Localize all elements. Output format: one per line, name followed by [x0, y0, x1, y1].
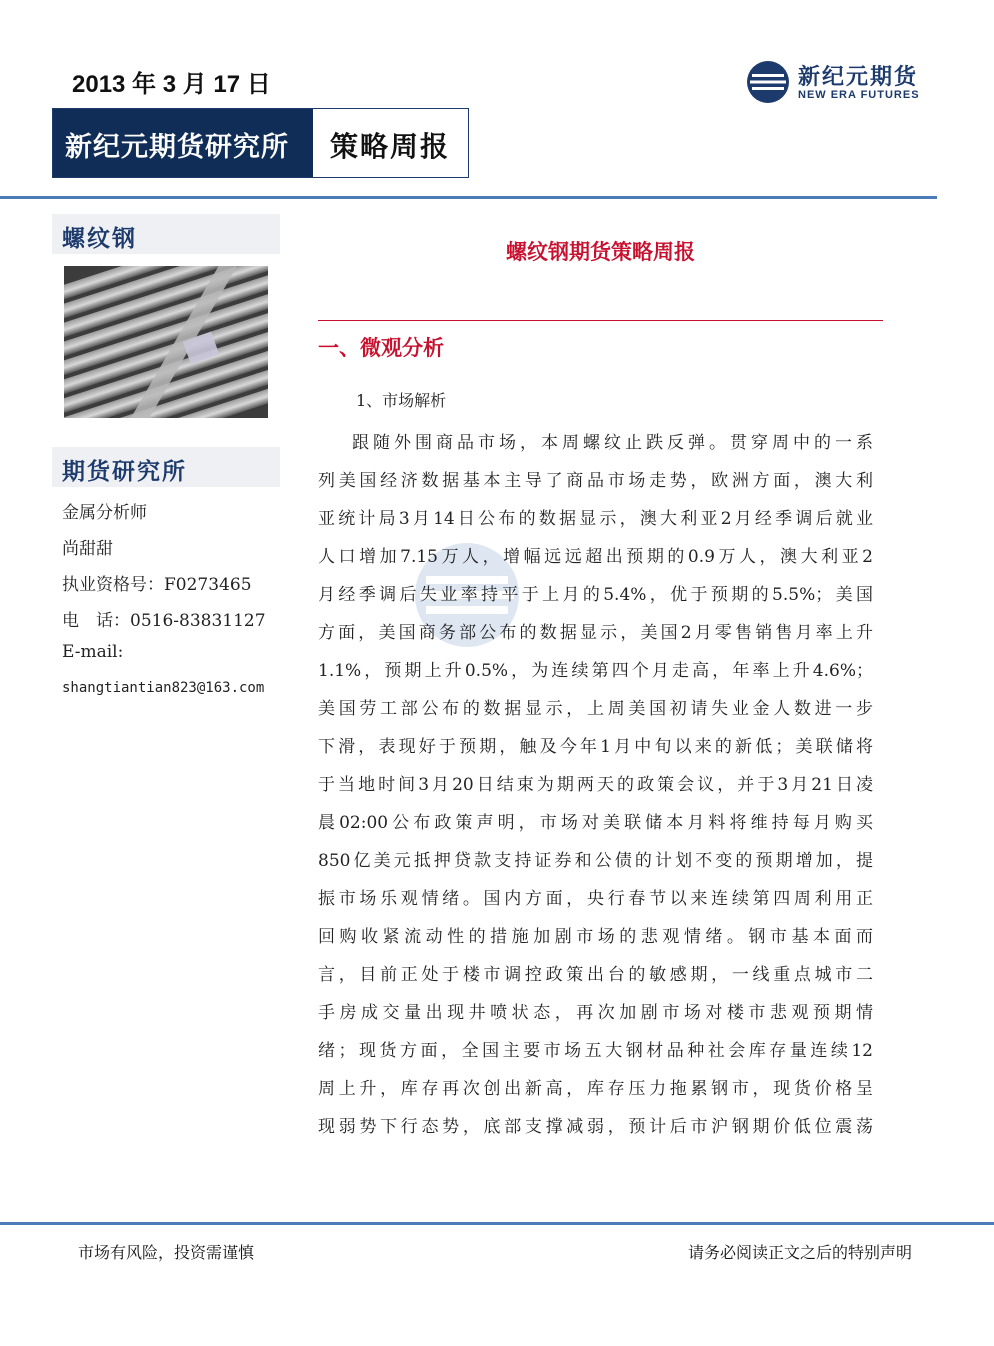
analyst-title: 金属分析师 [62, 503, 147, 523]
paragraph-line: 跟随外围商品市场，本周螺纹止跌反弹。贯穿周中的一系 [352, 433, 873, 453]
paragraph-line: 现弱势下行态势，底部支撑减弱，预计后市沪钢期价低位震荡 [318, 1117, 873, 1137]
sidebar-commodity-heading [52, 214, 280, 254]
rebar-photo [64, 266, 268, 418]
paragraph-line: 言，目前正处于楼市调控政策出台的敏感期，一线重点城市二 [318, 965, 873, 985]
paragraph-line: 于当地时间3月20日结束为期两天的政策会议，并于3月21日凌 [318, 775, 873, 795]
report-banner [52, 108, 469, 178]
paragraph-line: 亚统计局3月14日公布的数据显示，澳大利亚2月经季调后就业 [318, 509, 873, 529]
paragraph-line: 方面，美国商务部公布的数据显示，美国2月零售销售月率上升 [318, 623, 873, 643]
rebar-photo-image [64, 266, 268, 418]
banner-institute [53, 109, 313, 177]
paragraph-line: 手房成交量出现井喷状态，再次加剧市场对楼市悲观预期情 [318, 1003, 873, 1023]
analyst-name: 尚甜甜 [62, 539, 113, 559]
banner-report-type-text: 策略周报 [330, 130, 451, 163]
logo-mark-icon [746, 60, 790, 104]
logo-text-cn: 新纪元期货 [798, 65, 919, 90]
subsection-heading: 1、市场解析 [356, 391, 447, 410]
paragraph-line: 月经季调后失业率持平于上月的5.4%，优于预期的5.5%；美国 [318, 585, 873, 605]
paragraph-line: 美国劳工部公布的数据显示，上周美国初请失业金人数进一步 [318, 699, 873, 719]
paragraph-line: 列美国经济数据基本主导了商品市场走势，欧洲方面，澳大利 [318, 471, 873, 491]
paragraph-line: 850亿美元抵押贷款支持证券和公债的计划不变的预期增加，提 [318, 851, 873, 871]
footer-risk-notice: 市场有风险，投资需谨慎 [78, 1243, 255, 1262]
paragraph-line: 1.1%，预期上升0.5%，为连续第四个月走高，年率上升4.6%； [318, 661, 873, 681]
paragraph-line: 人口增加7.15万人，增幅远远超出预期的0.9万人，澳大利亚2 [318, 547, 873, 567]
sidebar-commodity-text: 螺纹钢 [62, 225, 137, 252]
paragraph-line: 振市场乐观情绪。国内方面，央行春节以来连续第四周利用正 [318, 889, 873, 909]
analyst-license: 执业资格号：F0273465 [62, 575, 252, 595]
banner-institute-text: 新纪元期货研究所 [65, 132, 289, 163]
paragraph-line: 绪；现货方面，全国主要市场五大钢材品种社会库存量连续12 [318, 1041, 873, 1061]
report-date: 2013 年 3 月 17 日 [72, 71, 271, 98]
paragraph-line: 晨02:00公布政策声明，市场对美联储本月料将维持每月购买 [318, 813, 873, 833]
company-logo [746, 58, 946, 108]
footer-divider [0, 1222, 994, 1225]
banner-report-type [314, 109, 468, 177]
logo-text-en: NEW ERA FUTURES [798, 89, 920, 101]
sidebar-institute-text: 期货研究所 [62, 458, 187, 485]
footer-disclaimer-notice: 请务必阅读正文之后的特别声明 [687, 1243, 912, 1262]
header-divider [0, 196, 937, 199]
document-title: 螺纹钢期货策略周报 [506, 240, 695, 264]
email-label: E-mail: [62, 642, 124, 662]
paragraph-line: 周上升，库存再次创出新高，库存压力拖累钢市，现货价格呈 [318, 1079, 873, 1099]
paragraph-line: 回购收紧流动性的措施加剧市场的悲观情绪。钢市基本面而 [318, 927, 873, 947]
section-heading: 一、微观分析 [318, 336, 444, 360]
paragraph-line: 下滑，表现好于预期，触及今年1月中旬以来的新低；美联储将 [318, 737, 873, 757]
title-rule [318, 320, 883, 321]
sidebar-institute-heading [52, 447, 280, 487]
email-link[interactable]: shangtiantian823@163.com [62, 680, 265, 696]
analyst-phone: 电 话：0516-83831127 [62, 611, 266, 631]
